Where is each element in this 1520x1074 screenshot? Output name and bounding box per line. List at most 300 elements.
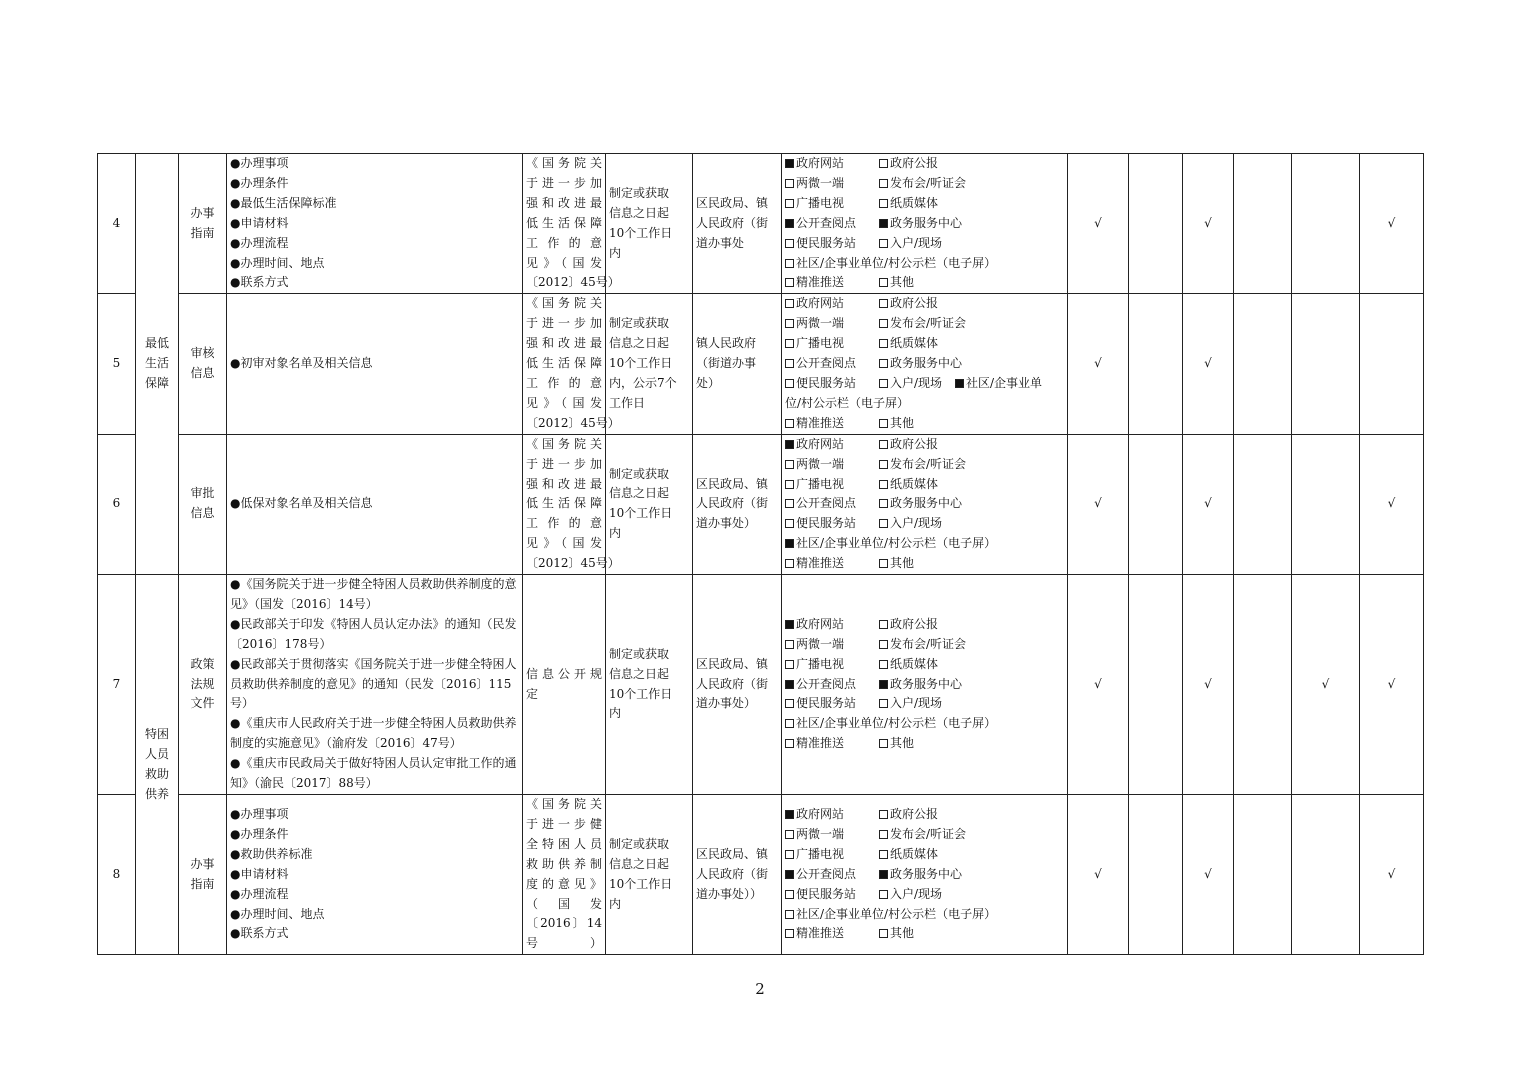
channel-label: 政府公报 — [890, 806, 939, 821]
basis-line: 见》（国发 — [526, 536, 602, 551]
unchecked-box-icon[interactable] — [785, 259, 794, 268]
channel-option[interactable] — [785, 514, 879, 534]
content-cell — [227, 294, 523, 434]
time-limit-line: 10个工作日 — [609, 876, 673, 891]
channel-option[interactable] — [879, 805, 938, 825]
basis-line: 《国务院关 — [526, 436, 602, 451]
unchecked-box-icon[interactable] — [879, 359, 888, 368]
subject-org-line: 人民政府（街 — [696, 496, 769, 511]
channel-line — [785, 694, 1064, 714]
basis-line: 见》（国发 — [526, 255, 602, 270]
channel-label: 发布会/听证会 — [890, 636, 967, 651]
unchecked-box-icon[interactable] — [785, 890, 794, 899]
checked-box-icon[interactable] — [785, 810, 794, 819]
channel-option[interactable] — [785, 194, 879, 214]
channel-option[interactable] — [785, 475, 879, 495]
channel-line — [785, 234, 1064, 254]
unchecked-box-icon[interactable] — [879, 278, 888, 287]
subject-org-line: 镇人民政府 — [696, 336, 757, 351]
unchecked-box-icon[interactable] — [879, 319, 888, 328]
channel-label: 精准推送 — [796, 926, 845, 941]
unchecked-box-icon[interactable] — [785, 499, 794, 508]
unchecked-box-icon[interactable] — [785, 739, 794, 748]
mark-cell: √ — [1360, 795, 1424, 955]
checked-box-icon[interactable] — [785, 680, 794, 689]
mark-cell: √ — [1183, 575, 1234, 795]
channel-option[interactable] — [785, 374, 879, 394]
channel-option[interactable] — [785, 905, 996, 925]
channel-label: 两微一端 — [796, 636, 845, 651]
channel-line — [785, 374, 1064, 394]
channel-option[interactable] — [785, 314, 879, 334]
channel-line — [785, 494, 1064, 514]
unchecked-box-icon[interactable] — [879, 339, 888, 348]
channel-label: 政府网站 — [796, 436, 845, 451]
unchecked-box-icon[interactable] — [879, 739, 888, 748]
channel-option[interactable] — [785, 414, 879, 434]
channel-line — [785, 635, 1064, 655]
mark-cell: √ — [1360, 154, 1424, 294]
channel-option[interactable] — [879, 514, 942, 534]
unchecked-box-icon[interactable] — [879, 480, 888, 489]
channel-option[interactable] — [785, 694, 879, 714]
channel-cell — [782, 575, 1068, 795]
channel-option[interactable] — [879, 615, 938, 635]
channel-label: 其他 — [890, 556, 915, 571]
channel-label: 两微一端 — [796, 316, 845, 331]
unchecked-box-icon[interactable] — [879, 929, 888, 938]
basis-line: 低生活保障 — [526, 496, 602, 511]
basis-line: 《国务院关 — [526, 156, 602, 170]
content-item: ●民政部关于贯彻落实《国务院关于进一步健全特困人员救助供养制度的意见》的通知（民发〔2016〕115号） — [230, 656, 517, 711]
unchecked-box-icon[interactable] — [785, 319, 794, 328]
channel-label: 其他 — [890, 415, 915, 430]
subject-org-line: 道办事处） — [696, 516, 757, 531]
channel-option[interactable] — [879, 354, 962, 374]
unchecked-box-icon[interactable] — [785, 830, 794, 839]
subject-org-line: 人民政府（街 — [696, 676, 769, 691]
channel-label: 广播电视 — [796, 846, 845, 861]
basis-line: 信息公开规 — [526, 666, 602, 681]
time-limit-line: 工作日 — [609, 395, 646, 410]
channel-line — [785, 514, 1064, 534]
channel-option[interactable] — [879, 694, 942, 714]
channel-option[interactable] — [879, 675, 962, 695]
channel-label: 发布会/听证会 — [890, 456, 967, 471]
subject-org-line: 区民政局、镇 — [696, 476, 769, 491]
channel-label: 入户/现场 — [890, 516, 943, 531]
channel-label: 政务服务中心 — [890, 215, 963, 230]
channel-option[interactable] — [879, 374, 955, 394]
channel-line — [785, 455, 1064, 475]
basis-line: 工 作 的 意 — [526, 235, 602, 250]
channel-option[interactable] — [785, 273, 879, 293]
channel-option[interactable] — [879, 655, 938, 675]
category-cell — [136, 154, 179, 575]
channel-label: 广播电视 — [796, 336, 845, 351]
unchecked-box-icon[interactable] — [879, 460, 888, 469]
subject-org-line: 区民政局、镇 — [696, 656, 769, 671]
channel-line — [785, 273, 1064, 293]
content-cell — [227, 575, 523, 795]
channel-option[interactable] — [785, 635, 879, 655]
channel-option[interactable] — [785, 924, 879, 944]
channel-label: 政府网站 — [796, 616, 845, 631]
unchecked-box-icon[interactable] — [879, 830, 888, 839]
unchecked-box-icon[interactable] — [785, 640, 794, 649]
basis-line: 工 作 的 意 — [526, 375, 602, 390]
checked-box-icon[interactable] — [785, 870, 794, 879]
channel-option[interactable] — [879, 494, 962, 514]
subject-cell: 办事 指南 — [179, 154, 227, 294]
mark-cell: √ — [1183, 294, 1234, 434]
channel-option[interactable] — [879, 475, 938, 495]
unchecked-box-icon[interactable] — [785, 559, 794, 568]
channel-label: 政府公报 — [890, 436, 939, 451]
channel-option[interactable] — [879, 273, 914, 293]
basis-line: 全特困人员 — [526, 836, 602, 851]
channel-line — [785, 354, 1064, 374]
unchecked-box-icon[interactable] — [785, 239, 794, 248]
channel-label: 发布会/听证会 — [890, 316, 967, 331]
unchecked-box-icon[interactable] — [785, 929, 794, 938]
channel-option[interactable] — [785, 805, 879, 825]
row-number: 6 — [98, 434, 136, 574]
basis-line: 工 作 的 意 — [526, 516, 602, 531]
row-number: 7 — [98, 575, 136, 795]
channel-option[interactable] — [785, 174, 879, 194]
channel-option[interactable] — [785, 554, 879, 574]
time-limit-line: 10个工作日 — [609, 225, 673, 240]
subject-org-line: 人民政府（街 — [696, 866, 769, 881]
basis-line: 《国务院关 — [526, 296, 602, 311]
subject-org-line: 道办事处）） — [696, 886, 763, 901]
unchecked-box-icon[interactable] — [879, 199, 888, 208]
channel-option[interactable] — [785, 154, 879, 174]
channel-option[interactable] — [785, 254, 996, 274]
channel-option[interactable] — [879, 414, 914, 434]
channel-option[interactable] — [879, 554, 914, 574]
channel-label: 公开查阅点 — [796, 496, 857, 511]
table-row — [98, 294, 1424, 434]
channel-label: 便民服务站 — [796, 235, 857, 250]
channel-line — [785, 154, 1064, 174]
channel-option[interactable] — [879, 334, 938, 354]
channel-label: 其他 — [890, 736, 915, 751]
basis-cell — [523, 294, 620, 434]
mark-cell — [1234, 434, 1292, 574]
row-number: 4 — [98, 154, 136, 294]
content-item: ●联系方式 — [230, 275, 289, 290]
content-item: ●办理时间、地点 — [230, 906, 325, 921]
channel-option[interactable] — [785, 334, 879, 354]
subject-org-line: 区民政局、镇 — [696, 846, 769, 861]
unchecked-box-icon[interactable] — [785, 419, 794, 428]
channel-option[interactable] — [785, 615, 879, 635]
channel-label: 两微一端 — [796, 826, 845, 841]
channel-line — [785, 194, 1064, 214]
mark-cell: √ — [1183, 154, 1234, 294]
unchecked-box-icon[interactable] — [879, 850, 888, 859]
table-row — [98, 795, 1424, 955]
channel-line — [785, 394, 1064, 414]
mark-cell — [1292, 294, 1360, 434]
channel-label: 便民服务站 — [796, 696, 857, 711]
channel-option[interactable] — [879, 845, 938, 865]
channel-line — [785, 554, 1064, 574]
time-limit-line: 10个工作日 — [609, 506, 673, 521]
channel-option[interactable] — [879, 455, 966, 475]
channel-cell — [782, 795, 1068, 955]
content-item: ●联系方式 — [230, 926, 289, 941]
channel-option[interactable] — [879, 294, 938, 314]
channel-option[interactable] — [785, 234, 879, 254]
content-cell — [227, 434, 523, 574]
channel-label: 精准推送 — [796, 415, 845, 430]
channel-option[interactable] — [879, 194, 938, 214]
content-item: ●办理条件 — [230, 175, 289, 190]
channel-line — [785, 254, 1064, 274]
content-item: ●办理流程 — [230, 886, 289, 901]
basis-cell — [523, 434, 620, 574]
checked-box-icon[interactable] — [879, 680, 888, 689]
basis-line: 《国务院关 — [526, 797, 602, 812]
basis-line: 低生活保障 — [526, 356, 602, 371]
unchecked-box-icon[interactable] — [785, 339, 794, 348]
time-limit-line: 制定或获取 — [609, 185, 670, 200]
unchecked-box-icon[interactable] — [785, 660, 794, 669]
channel-option[interactable] — [785, 675, 879, 695]
checked-box-icon[interactable] — [785, 620, 794, 629]
unchecked-box-icon[interactable] — [785, 850, 794, 859]
mark-cell — [1129, 795, 1183, 955]
channel-label: 便民服务站 — [796, 886, 857, 901]
channel-label: 公开查阅点 — [796, 215, 857, 230]
time-limit-line: 制定或获取 — [609, 466, 670, 481]
unchecked-box-icon[interactable] — [785, 379, 794, 388]
channel-line — [785, 655, 1064, 675]
mark-cell — [1129, 434, 1183, 574]
channel-line — [785, 414, 1064, 434]
channel-label: 公开查阅点 — [796, 866, 857, 881]
channel-label: 纸质媒体 — [890, 656, 939, 671]
unchecked-box-icon[interactable] — [785, 699, 794, 708]
channel-label: 两微一端 — [796, 456, 845, 471]
checked-box-icon[interactable] — [785, 159, 794, 168]
content-item: ●申请材料 — [230, 215, 289, 230]
unchecked-box-icon[interactable] — [879, 559, 888, 568]
channel-line — [785, 214, 1064, 234]
basis-cell — [523, 795, 606, 955]
mark-cell — [1234, 795, 1292, 955]
channel-label: 纸质媒体 — [890, 476, 939, 491]
channel-label: 政府网站 — [796, 806, 845, 821]
subject-org-cell — [693, 294, 782, 434]
channel-label: 广播电视 — [796, 476, 845, 491]
channel-option[interactable] — [879, 314, 966, 334]
channel-label: 便民服务站 — [796, 375, 857, 390]
channel-line — [785, 805, 1064, 825]
channel-line — [785, 845, 1064, 865]
checked-box-icon[interactable] — [879, 219, 888, 228]
unchecked-box-icon[interactable] — [785, 278, 794, 287]
basis-line: 强和改进最 — [526, 195, 602, 210]
channel-label: 入户/现场 — [890, 696, 943, 711]
channel-option[interactable] — [879, 154, 938, 174]
unchecked-box-icon[interactable] — [879, 890, 888, 899]
channel-line — [785, 174, 1064, 194]
channel-option[interactable] — [879, 214, 962, 234]
unchecked-box-icon[interactable] — [879, 499, 888, 508]
channel-label: 公开查阅点 — [796, 676, 857, 691]
channel-option[interactable] — [785, 734, 879, 754]
channel-option[interactable] — [785, 394, 909, 414]
basis-line: 于进一步加 — [526, 456, 602, 471]
time-limit-line: 信息之日起 — [609, 205, 670, 220]
time-limit-line: 内 — [609, 526, 622, 541]
category-label: 最低 生活 保障 — [144, 336, 169, 390]
time-limit-line: 信息之日起 — [609, 666, 670, 681]
content-item: ●办理事项 — [230, 806, 289, 821]
channel-option[interactable] — [785, 865, 879, 885]
time-limit-line: 10个工作日 — [609, 356, 673, 371]
channel-label: 社区/企事业单 — [966, 375, 1043, 390]
content-cell — [227, 154, 523, 294]
checked-box-icon[interactable] — [955, 379, 964, 388]
channel-line — [785, 475, 1064, 495]
channel-option[interactable] — [785, 435, 879, 455]
channel-line — [785, 865, 1064, 885]
mark-cell — [1234, 294, 1292, 434]
content-item: ●办理流程 — [230, 235, 289, 250]
checked-box-icon[interactable] — [785, 219, 794, 228]
channel-label: 发布会/听证会 — [890, 826, 967, 841]
channel-option[interactable] — [879, 635, 966, 655]
basis-line: 见》（国发 — [526, 395, 602, 410]
channel-line — [785, 714, 1064, 734]
channel-option[interactable] — [785, 885, 879, 905]
channel-option[interactable] — [785, 294, 879, 314]
basis-line: 于进一步加 — [526, 316, 602, 331]
channel-label: 纸质媒体 — [890, 195, 939, 210]
basis-line: 〔2012〕45号） — [526, 415, 620, 430]
channel-option[interactable] — [785, 534, 996, 554]
channel-option[interactable] — [785, 655, 879, 675]
mark-cell: √ — [1068, 575, 1129, 795]
unchecked-box-icon[interactable] — [785, 719, 794, 728]
unchecked-box-icon[interactable] — [879, 419, 888, 428]
unchecked-box-icon[interactable] — [879, 179, 888, 188]
unchecked-box-icon[interactable] — [879, 620, 888, 629]
row-number: 5 — [98, 294, 136, 434]
subject-org-cell — [693, 154, 782, 294]
unchecked-box-icon[interactable] — [879, 299, 888, 308]
checked-box-icon[interactable] — [879, 870, 888, 879]
unchecked-box-icon[interactable] — [879, 440, 888, 449]
channel-option[interactable] — [785, 354, 879, 374]
basis-line: 强和改进最 — [526, 476, 602, 491]
unchecked-box-icon[interactable] — [879, 660, 888, 669]
basis-line: 〔2012〕45号） — [526, 275, 620, 290]
channel-option[interactable] — [879, 885, 942, 905]
channel-option[interactable] — [879, 825, 966, 845]
mark-cell: √ — [1068, 294, 1129, 434]
unchecked-box-icon[interactable] — [879, 239, 888, 248]
channel-label: 入户/现场 — [890, 235, 943, 250]
unchecked-box-icon[interactable] — [879, 159, 888, 168]
content-item: ●《重庆市人民政府关于进一步健全特困人员救助供养制度的实施意见》（渝府发〔2016〕47号） — [230, 716, 517, 751]
unchecked-box-icon[interactable] — [785, 910, 794, 919]
unchecked-box-icon[interactable] — [879, 699, 888, 708]
time-limit-line: 信息之日起 — [609, 856, 670, 871]
channel-label: 政务服务中心 — [890, 676, 963, 691]
unchecked-box-icon[interactable] — [785, 179, 794, 188]
basis-line: 低生活保障 — [526, 215, 602, 230]
channel-option[interactable] — [879, 174, 966, 194]
mark-cell: √ — [1360, 434, 1424, 574]
channel-option[interactable] — [879, 734, 914, 754]
basis-cell — [523, 575, 606, 795]
unchecked-box-icon[interactable] — [879, 640, 888, 649]
basis-line: 号） — [526, 936, 602, 951]
channel-label: 社区/企事业单位/村公示栏（电子屏） — [796, 255, 997, 270]
mark-cell — [1129, 575, 1183, 795]
channel-option[interactable] — [785, 214, 879, 234]
channel-option[interactable] — [955, 374, 1042, 394]
checked-box-icon[interactable] — [785, 539, 794, 548]
channel-option[interactable] — [785, 714, 996, 734]
channel-option[interactable] — [785, 825, 879, 845]
unchecked-box-icon[interactable] — [879, 379, 888, 388]
channel-line — [785, 905, 1064, 925]
unchecked-box-icon[interactable] — [879, 519, 888, 528]
mark-cell: √ — [1068, 154, 1129, 294]
category-cell — [136, 575, 179, 955]
channel-option[interactable] — [785, 845, 879, 865]
content-item: ●最低生活保障标准 — [230, 195, 337, 210]
checked-box-icon[interactable] — [785, 440, 794, 449]
content-item: ●《国务院关于进一步健全特困人员救助供养制度的意见》（国发〔2016〕14号） — [230, 577, 517, 611]
content-item: ●民政部关于印发《特困人员认定办法》的通知（民发〔2016〕178号） — [230, 616, 517, 651]
channel-option[interactable] — [879, 234, 942, 254]
content-item: ●《重庆市民政局关于做好特困人员认定审批工作的通知》（渝民〔2017〕88号） — [230, 756, 517, 791]
unchecked-box-icon[interactable] — [879, 810, 888, 819]
unchecked-box-icon[interactable] — [785, 519, 794, 528]
unchecked-box-icon[interactable] — [785, 359, 794, 368]
channel-label: 其他 — [890, 275, 915, 290]
channel-option[interactable] — [879, 435, 938, 455]
table-row — [98, 434, 1424, 574]
unchecked-box-icon[interactable] — [785, 460, 794, 469]
time-limit-line: 制定或获取 — [609, 316, 670, 331]
channel-option[interactable] — [879, 924, 914, 944]
unchecked-box-icon[interactable] — [785, 199, 794, 208]
time-limit-line: 信息之日起 — [609, 486, 670, 501]
channel-option[interactable] — [879, 865, 962, 885]
content-item: ●申请材料 — [230, 866, 289, 881]
time-limit-cell — [606, 575, 693, 795]
channel-label: 其他 — [890, 926, 915, 941]
channel-line — [785, 885, 1064, 905]
channel-option[interactable] — [785, 455, 879, 475]
subject-cell: 审核 信息 — [179, 294, 227, 434]
unchecked-box-icon[interactable] — [785, 299, 794, 308]
unchecked-box-icon[interactable] — [785, 480, 794, 489]
channel-label: 入户/现场 — [890, 375, 943, 390]
channel-label: 广播电视 — [796, 195, 845, 210]
channel-option[interactable] — [785, 494, 879, 514]
table-row — [98, 575, 1424, 795]
